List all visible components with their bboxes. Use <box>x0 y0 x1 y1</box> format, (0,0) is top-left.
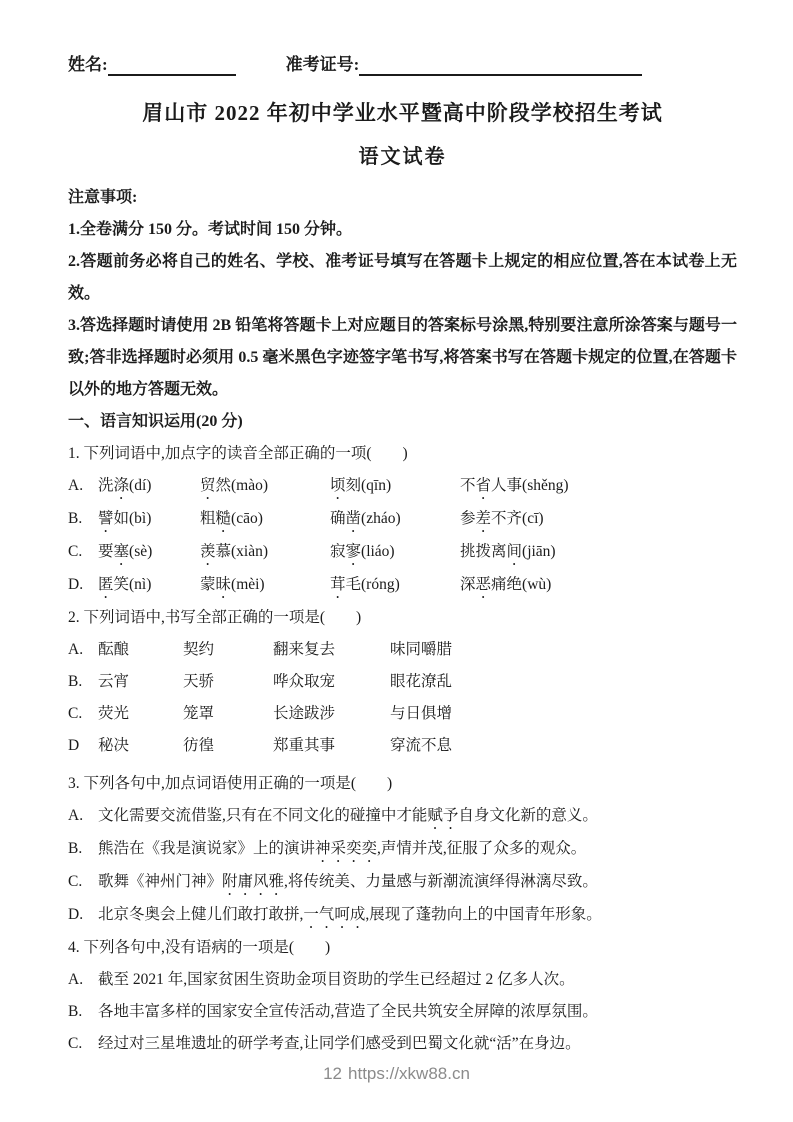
option-sentence <box>98 899 737 932</box>
dotted-char: 塞 <box>113 543 130 560</box>
plain-text: (zháo) <box>361 510 401 527</box>
plain-text: 确 <box>330 510 346 527</box>
q3-option-a <box>68 800 737 833</box>
vocab-item <box>460 536 737 569</box>
option-sentence: 经过对三星堆遗址的研学考查,让同学们感受到巴蜀文化就“活”在身边。 <box>98 1035 581 1052</box>
option-label: B. <box>68 510 83 527</box>
dotted-char: 糙 <box>215 510 232 527</box>
dotted-char: 茸 <box>330 576 346 593</box>
plain-text: 北京冬奥会上健儿们敢打敢拼, <box>98 906 304 923</box>
vocab-item <box>460 569 737 602</box>
plain-text: 毛(róng) <box>345 576 400 593</box>
option-label: D <box>68 737 80 754</box>
plain-text: 刻(qīn) <box>345 477 392 494</box>
exam-id-label: 准考证号: <box>285 55 360 74</box>
plain-text: ,声情并茂,征服了众多的观众。 <box>377 840 587 857</box>
q2-row-b <box>68 666 737 698</box>
option-label: D. <box>68 906 84 923</box>
option-label: B. <box>68 840 83 857</box>
vocab-item <box>460 503 737 536</box>
dotted-char: 羡 <box>200 543 216 560</box>
plain-text: 然(mào) <box>215 477 269 494</box>
q1-row-b <box>68 503 737 536</box>
option-label: A. <box>68 641 84 658</box>
vocab-item: 彷徨 <box>183 737 215 754</box>
q4-option-b <box>68 996 737 1028</box>
plain-text: 熊浩在《我是演说家》上的演讲 <box>98 840 316 857</box>
dotted-char: 匿 <box>98 576 114 593</box>
q1-row-c <box>68 536 737 569</box>
dotted-char: 间 <box>506 543 523 560</box>
exam-id-blank-line <box>359 54 642 76</box>
option-sentence: 各地丰富多样的国家安全宣传活动,营造了全民共筑安全屏障的浓厚氛围。 <box>98 1003 598 1020</box>
vocab-item <box>330 470 460 503</box>
vocab-item <box>98 569 200 602</box>
plain-text: (sè) <box>129 543 153 560</box>
vocab-item <box>200 470 330 503</box>
notice-item-2: 2.答题前务必将自己的姓名、学校、准考证号填写在答题卡上规定的相应位置,答在本试卷上无效。 <box>68 253 737 302</box>
vocab-item: 云宵 <box>98 673 130 690</box>
plain-text: 粗 <box>200 510 216 527</box>
notice-section <box>68 182 737 406</box>
q1-row-d <box>68 569 737 602</box>
vocab-item: 契约 <box>183 641 215 658</box>
vocab-item: 长途跋涉 <box>273 705 336 722</box>
q1-row-a <box>68 470 737 503</box>
option-label: C. <box>68 873 83 890</box>
plain-text: (cāo) <box>231 510 263 527</box>
plain-text: 痛绝(wù) <box>491 576 552 593</box>
plain-text: ,将传统美、力量感与新潮流演绎得淋漓尽致。 <box>284 873 598 890</box>
plain-text: (mèi) <box>231 576 265 593</box>
plain-text: 不齐(cī) <box>491 510 544 527</box>
option-label: A. <box>68 971 84 988</box>
notice-heading: 注意事项: <box>68 189 138 206</box>
plain-text: 洗 <box>98 477 114 494</box>
option-label: C. <box>68 1035 83 1052</box>
vocab-item <box>330 503 460 536</box>
site-url: https://xkw88.cn <box>348 1064 470 1083</box>
question-4-stem: 4. 下列各句中,没有语病的一项是( ) <box>68 939 331 956</box>
question-4 <box>68 932 737 1060</box>
vocab-item: 郑重其事 <box>273 737 336 754</box>
dotted-char: 涤 <box>113 477 130 494</box>
q2-row-d <box>68 730 737 762</box>
q3-option-b <box>68 833 737 866</box>
vocab-item: 荧光 <box>98 705 130 722</box>
option-sentence: 截至 2021 年,国家贫困生资助金项目资助的学生已经超过 2 亿多人次。 <box>98 971 575 988</box>
vocab-item: 酝酿 <box>98 641 130 658</box>
exam-subtitle: 语文试卷 <box>358 146 447 168</box>
plain-text: 参 <box>460 510 476 527</box>
plain-text: 不 <box>460 477 476 494</box>
dotted-char: 省 <box>475 477 492 494</box>
vocab-item: 穿流不息 <box>390 737 453 754</box>
q4-option-a <box>68 964 737 996</box>
page-footer <box>0 1062 793 1086</box>
option-sentence <box>98 800 737 833</box>
dotted-char: 顷 <box>330 477 346 494</box>
plain-text: 蒙 <box>200 576 216 593</box>
vocab-item: 笼罩 <box>183 705 215 722</box>
plain-text: 深 <box>460 576 476 593</box>
option-label: A. <box>68 807 84 824</box>
plain-text: 文化需要交流借鉴,只有在不同文化的碰撞中才能 <box>98 807 428 824</box>
question-1 <box>68 438 737 602</box>
dotted-char: 昧 <box>215 576 232 593</box>
dotted-phrase: 附庸风雅 <box>222 873 285 890</box>
q3-option-d <box>68 899 737 932</box>
option-sentence <box>98 833 737 866</box>
vocab-item <box>330 536 460 569</box>
plain-text: 慕(xiàn) <box>215 543 269 560</box>
dotted-char: 譬 <box>98 510 114 527</box>
vocab-item <box>98 503 200 536</box>
dotted-char: 凿 <box>345 510 362 527</box>
dotted-char: 寥 <box>345 543 362 560</box>
option-label: C. <box>68 705 83 722</box>
vocab-item: 与日俱增 <box>390 705 453 722</box>
plain-text: ,展现了蓬勃向上的中国青年形象。 <box>365 906 602 923</box>
plain-text: 如(bì) <box>113 510 152 527</box>
plain-text: 要 <box>98 543 114 560</box>
vocab-item <box>98 470 200 503</box>
q4-option-c <box>68 1028 737 1060</box>
option-label: B. <box>68 673 83 690</box>
dotted-phrase: 赋予 <box>427 807 459 824</box>
option-label: A. <box>68 477 84 494</box>
q2-row-a <box>68 634 737 666</box>
page-number: 12 <box>323 1064 343 1083</box>
vocab-item <box>200 503 330 536</box>
notice-item-3: 3.答选择题时请使用 2B 铅笔将答题卡上对应题目的答案标号涂黑,特别要注意所涂答案与题号一致;答非选择题时必须用 0.5 毫米黑色字迹签字笔书写,将答案书写在答题卡规定的位置,在答题卡以外的地方答题无效。 <box>68 317 737 398</box>
vocab-item: 秘决 <box>98 737 130 754</box>
vocab-item: 眼花潦乱 <box>390 673 453 690</box>
vocab-item: 翻来复去 <box>273 641 336 658</box>
vocab-item: 哗众取宠 <box>273 673 336 690</box>
plain-text: 歌舞《神州门神》 <box>98 873 223 890</box>
notice-item-1: 1.全卷满分 150 分。考试时间 150 分钟。 <box>68 221 353 238</box>
vocab-item <box>200 569 330 602</box>
plain-text: 人事(shěng) <box>491 477 569 494</box>
question-2-stem: 2. 下列词语中,书写全部正确的一项是( ) <box>68 609 362 626</box>
dotted-char: 贸 <box>200 477 216 494</box>
dotted-char: 差 <box>475 510 492 527</box>
section-1-heading: 一、语言知识运用(20 分) <box>68 413 243 430</box>
option-label: B. <box>68 1003 83 1020</box>
plain-text: 寂 <box>330 543 346 560</box>
plain-text: 自身文化新的意义。 <box>458 807 598 824</box>
name-blank-line <box>108 54 236 76</box>
q2-row-c <box>68 698 737 730</box>
question-2 <box>68 602 737 762</box>
vocab-item <box>330 569 460 602</box>
dotted-phrase: 一气呵成 <box>303 906 366 923</box>
plain-text: 挑拨离 <box>460 543 507 560</box>
vocab-item <box>200 536 330 569</box>
question-1-stem: 1. 下列词语中,加点字的读音全部正确的一项( ) <box>68 445 408 462</box>
question-3-stem: 3. 下列各句中,加点词语使用正确的一项是( ) <box>68 775 393 792</box>
q3-option-c <box>68 866 737 899</box>
vocab-item <box>460 470 737 503</box>
question-3 <box>68 768 737 932</box>
option-label: D. <box>68 576 84 593</box>
plain-text: (dí) <box>129 477 152 494</box>
vocab-item <box>98 536 200 569</box>
vocab-item: 味同嚼腊 <box>390 641 453 658</box>
name-label: 姓名: <box>68 55 108 74</box>
plain-text: (jiān) <box>522 543 556 560</box>
dotted-char: 恶 <box>475 576 492 593</box>
dotted-phrase: 神采奕奕 <box>315 840 378 857</box>
candidate-info-row <box>68 54 737 76</box>
plain-text: 笑(nì) <box>113 576 152 593</box>
option-sentence <box>98 866 737 899</box>
vocab-item: 天骄 <box>183 673 215 690</box>
option-label: C. <box>68 543 83 560</box>
plain-text: (liáo) <box>361 543 395 560</box>
exam-title: 眉山市 2022 年初中学业水平暨高中阶段学校招生考试 <box>142 101 663 125</box>
